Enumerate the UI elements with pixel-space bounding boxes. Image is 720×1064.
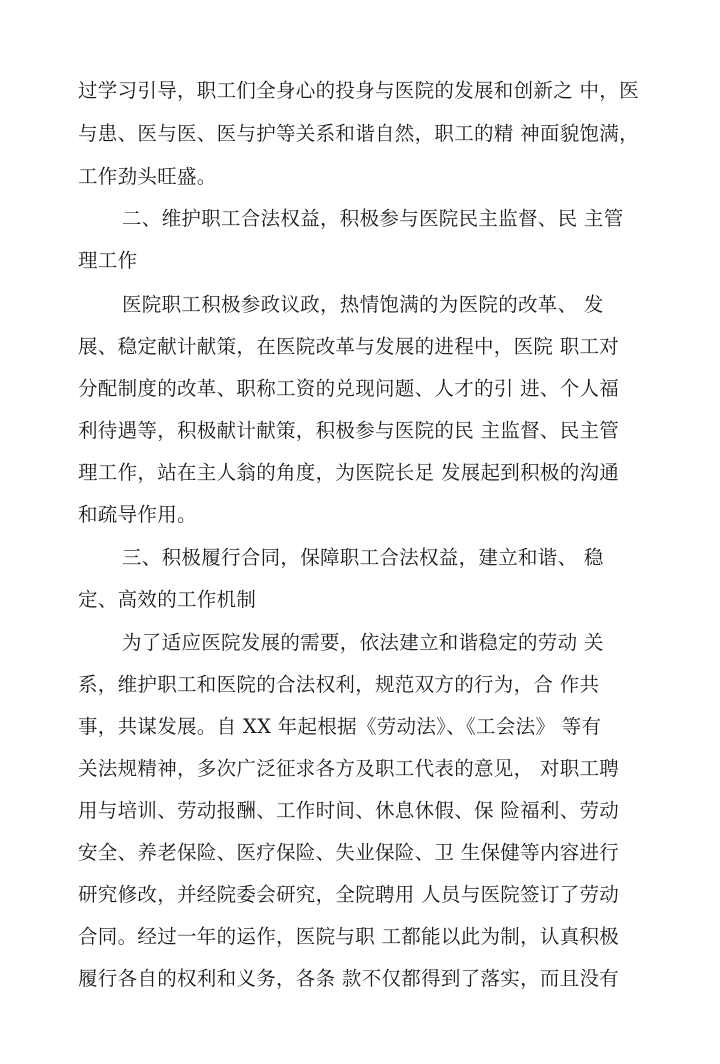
text-line-11: 和疏导作用。 bbox=[78, 503, 197, 526]
text-line-14: 为了适应医院发展的需要，依法建立和谐稳定的劳动 关 bbox=[122, 631, 604, 654]
text-line-9: 利待遇等，积极献计献策，积极参与医院的民 主监督、民主管 bbox=[78, 419, 620, 442]
text-line-8: 分配制度的改革、职称工资的兑现问题、人才的引 进、个人福 bbox=[78, 377, 620, 400]
section-heading-3-line-2: 定、高效的工作机制 bbox=[78, 588, 257, 611]
text-line-15: 系，维护职工和医院的合法权利，规范双方的行为，合 作共 bbox=[78, 673, 600, 696]
text-line-6: 医院职工积极参政议政，热情饱满的为医院的改革、 发 bbox=[122, 293, 604, 316]
section-heading-2-line-2: 理工作 bbox=[78, 249, 138, 272]
text-line-10: 理工作，站在主人翁的角度，为医院长足 发展起到积极的沟通 bbox=[78, 461, 620, 484]
text-line-18: 用与培训、劳动报酬、工作时间、休息休假、保 险福利、劳动 bbox=[78, 799, 620, 822]
section-heading-2-line-1: 二、维护职工合法权益，积极参与医院民主监督、民 主管 bbox=[122, 207, 624, 230]
text-line-16: 事，共谋发展。自 XX 年起根据《劳动法》、《工会法》 等有 bbox=[78, 715, 602, 738]
text-line-2: 与患、医与医、医与护等关系和谐自然，职工的精 神面貌饱满， bbox=[78, 122, 639, 145]
text-line-21: 合同。经过一年的运作，医院与职 工都能以此为制，认真积极 bbox=[78, 925, 620, 948]
text-line-20: 研究修改，并经院委会研究，全院聘用 人员与医院签订了劳动 bbox=[78, 883, 620, 906]
text-line-1: 过学习引导，职工们全身心的投身与医院的发展和创新之 中，医 bbox=[78, 79, 639, 102]
text-line-7: 展、稳定献计献策，在医院改革与发展的进程中，医院 职工对 bbox=[78, 335, 620, 358]
text-line-22: 履行各自的权利和义务，各条 款不仅都得到了落实，而且没有 bbox=[78, 967, 620, 990]
text-line-19: 安全、养老保险、医疗保险、失业保险、卫 生保健等内容进行 bbox=[78, 841, 620, 864]
text-line-17: 关法规精神，多次广泛征求各方及职工代表的意见， 对职工聘 bbox=[78, 757, 620, 780]
section-heading-3-line-1: 三、积极履行合同，保障职工合法权益，建立和谐、 稳 bbox=[122, 546, 604, 569]
text-line-3: 工作劲头旺盛。 bbox=[78, 165, 217, 188]
